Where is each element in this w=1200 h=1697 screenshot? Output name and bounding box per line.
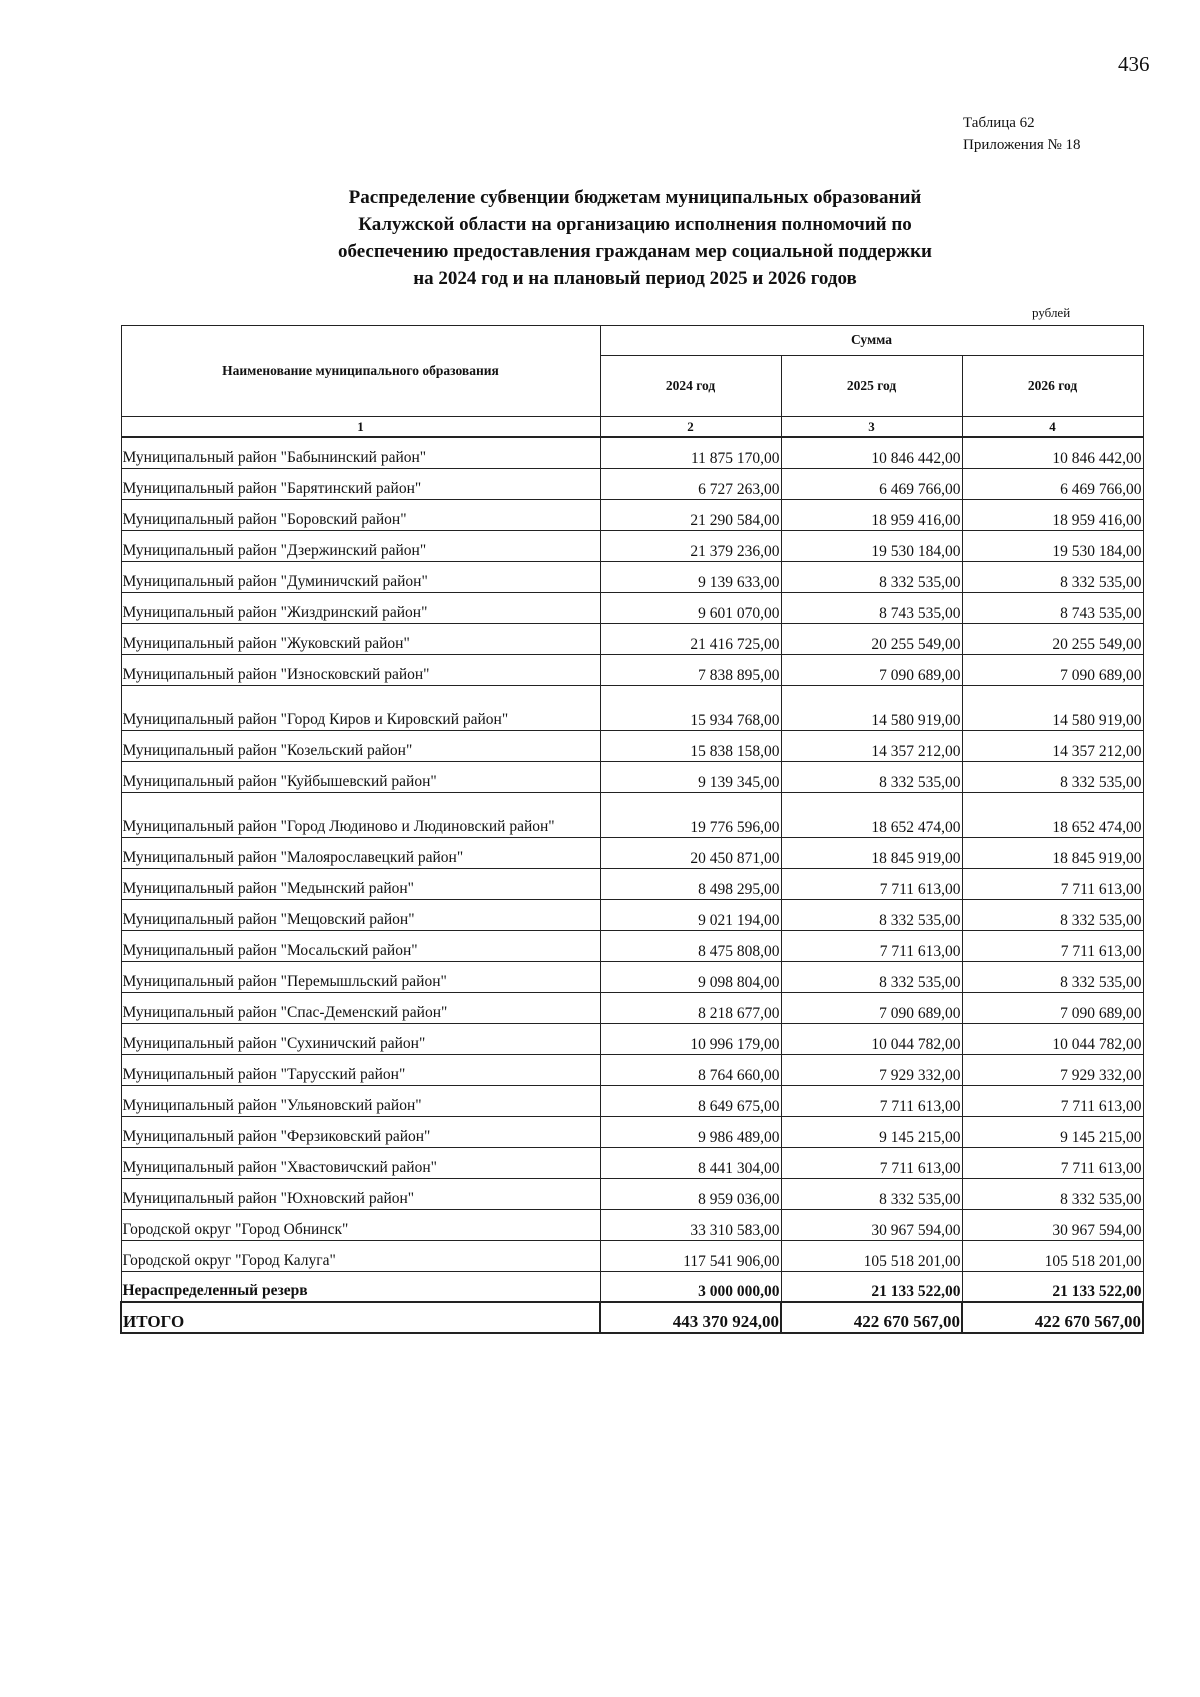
amount-2025: 422 670 567,00 xyxy=(781,1302,962,1333)
amount-2024: 15 934 768,00 xyxy=(600,685,781,730)
amount-2026: 20 255 549,00 xyxy=(962,623,1143,654)
amount-2026: 8 332 535,00 xyxy=(962,961,1143,992)
amount-2025: 7 090 689,00 xyxy=(781,992,962,1023)
table-row xyxy=(121,623,1143,654)
title-line-4: на 2024 год и на плановый период 2025 и 2026 годов xyxy=(413,268,857,289)
reserve-row xyxy=(121,1271,1143,1302)
amount-2025: 10 044 782,00 xyxy=(781,1023,962,1054)
amount-2025: 8 743 535,00 xyxy=(781,592,962,623)
table-row xyxy=(121,1023,1143,1054)
column-index: 4 xyxy=(962,417,1143,438)
table-row xyxy=(121,1085,1143,1116)
municipality-name: Муниципальный район "Износковский район" xyxy=(121,654,600,685)
table-number: Таблица 62 xyxy=(963,115,1035,131)
amount-2026: 18 652 474,00 xyxy=(962,792,1143,837)
amount-2026: 7 090 689,00 xyxy=(962,992,1143,1023)
municipality-name: Муниципальный район "Бабынинский район" xyxy=(121,437,600,468)
municipality-name: Муниципальный район "Город Киров и Кировский район" xyxy=(121,685,600,730)
amount-2025: 7 929 332,00 xyxy=(781,1054,962,1085)
amount-2024: 9 986 489,00 xyxy=(600,1116,781,1147)
amount-2025: 14 580 919,00 xyxy=(781,685,962,730)
amount-2026: 8 332 535,00 xyxy=(962,1178,1143,1209)
amount-2024: 8 764 660,00 xyxy=(600,1054,781,1085)
amount-2026: 7 090 689,00 xyxy=(962,654,1143,685)
column-index: 1 xyxy=(121,417,600,438)
amount-2026: 8 332 535,00 xyxy=(962,761,1143,792)
table-row xyxy=(121,1054,1143,1085)
table-row xyxy=(121,1209,1143,1240)
amount-2024: 19 776 596,00 xyxy=(600,792,781,837)
appendix-number: Приложения № 18 xyxy=(963,137,1081,153)
header-year-2026: 2026 год xyxy=(962,355,1143,416)
municipality-name: Городской округ "Город Обнинск" xyxy=(121,1209,600,1240)
amount-2024: 15 838 158,00 xyxy=(600,730,781,761)
municipality-name: ИТОГО xyxy=(121,1302,600,1333)
amount-2025: 7 711 613,00 xyxy=(781,868,962,899)
amount-2025: 18 959 416,00 xyxy=(781,499,962,530)
title-line-3: обеспечению предоставления гражданам мер социальной поддержки xyxy=(338,241,932,262)
municipality-name: Муниципальный район "Ферзиковский район" xyxy=(121,1116,600,1147)
amount-2026: 21 133 522,00 xyxy=(962,1271,1143,1302)
amount-2026: 7 711 613,00 xyxy=(962,930,1143,961)
amount-2026: 8 332 535,00 xyxy=(962,899,1143,930)
table-row xyxy=(121,992,1143,1023)
amount-2026: 7 711 613,00 xyxy=(962,1147,1143,1178)
amount-2024: 11 875 170,00 xyxy=(600,437,781,468)
municipality-name: Муниципальный район "Козельский район" xyxy=(121,730,600,761)
amount-2026: 18 845 919,00 xyxy=(962,837,1143,868)
header-year-2024: 2024 год xyxy=(600,355,781,416)
municipality-name: Городской округ "Город Калуга" xyxy=(121,1240,600,1271)
municipality-name: Муниципальный район "Дзержинский район" xyxy=(121,530,600,561)
amount-2025: 9 145 215,00 xyxy=(781,1116,962,1147)
table-row xyxy=(121,1178,1143,1209)
amount-2024: 9 021 194,00 xyxy=(600,899,781,930)
amount-2025: 18 845 919,00 xyxy=(781,837,962,868)
amount-2025: 8 332 535,00 xyxy=(781,561,962,592)
page-number: 436 xyxy=(1118,52,1150,76)
amount-2024: 20 450 871,00 xyxy=(600,837,781,868)
amount-2025: 20 255 549,00 xyxy=(781,623,962,654)
amount-2025: 7 711 613,00 xyxy=(781,1147,962,1178)
amount-2024: 21 416 725,00 xyxy=(600,623,781,654)
amount-2026: 7 711 613,00 xyxy=(962,1085,1143,1116)
table-row xyxy=(121,792,1143,837)
amount-2024: 8 475 808,00 xyxy=(600,930,781,961)
title-line-1: Распределение субвенции бюджетам муниципальных образований xyxy=(348,187,922,208)
amount-2024: 33 310 583,00 xyxy=(600,1209,781,1240)
table-row xyxy=(121,930,1143,961)
table-row xyxy=(121,761,1143,792)
municipality-name: Муниципальный район "Медынский район" xyxy=(121,868,600,899)
units-label: рублей xyxy=(1032,305,1071,320)
column-index: 2 xyxy=(600,417,781,438)
amount-2025: 21 133 522,00 xyxy=(781,1271,962,1302)
amount-2024: 8 441 304,00 xyxy=(600,1147,781,1178)
total-row xyxy=(121,1302,1143,1333)
table-row xyxy=(121,1147,1143,1178)
amount-2025: 14 357 212,00 xyxy=(781,730,962,761)
amount-2024: 8 649 675,00 xyxy=(600,1085,781,1116)
amount-2026: 8 743 535,00 xyxy=(962,592,1143,623)
amount-2026: 10 846 442,00 xyxy=(962,437,1143,468)
amount-2024: 7 838 895,00 xyxy=(600,654,781,685)
municipality-name: Муниципальный район "Мосальский район" xyxy=(121,930,600,961)
amount-2025: 10 846 442,00 xyxy=(781,437,962,468)
municipality-name: Муниципальный район "Малоярославецкий район" xyxy=(121,837,600,868)
municipality-name: Муниципальный район "Перемышльский район" xyxy=(121,961,600,992)
municipality-name: Муниципальный район "Жиздринский район" xyxy=(121,592,600,623)
table-row xyxy=(121,730,1143,761)
table-reference xyxy=(963,112,1081,156)
amount-2025: 105 518 201,00 xyxy=(781,1240,962,1271)
amount-2026: 105 518 201,00 xyxy=(962,1240,1143,1271)
amount-2024: 9 098 804,00 xyxy=(600,961,781,992)
table-row xyxy=(121,592,1143,623)
header-sum: Сумма xyxy=(600,326,1143,356)
amount-2025: 8 332 535,00 xyxy=(781,761,962,792)
table-row xyxy=(121,837,1143,868)
table-body xyxy=(121,437,1143,1333)
municipality-name: Муниципальный район "Жуковский район" xyxy=(121,623,600,654)
amount-2026: 14 357 212,00 xyxy=(962,730,1143,761)
amount-2024: 8 218 677,00 xyxy=(600,992,781,1023)
amount-2026: 8 332 535,00 xyxy=(962,561,1143,592)
municipality-name: Муниципальный район "Сухиничский район" xyxy=(121,1023,600,1054)
table-row xyxy=(121,499,1143,530)
municipality-name: Муниципальный район "Город Людиново и Людиновский район" xyxy=(121,792,600,837)
document-title xyxy=(222,184,1048,292)
municipality-name: Муниципальный район "Барятинский район" xyxy=(121,468,600,499)
table-row xyxy=(121,530,1143,561)
subvention-table xyxy=(120,325,1144,1334)
table-row xyxy=(121,961,1143,992)
amount-2025: 8 332 535,00 xyxy=(781,961,962,992)
municipality-name: Муниципальный район "Тарусский район" xyxy=(121,1054,600,1085)
amount-2024: 8 959 036,00 xyxy=(600,1178,781,1209)
amount-2024: 8 498 295,00 xyxy=(600,868,781,899)
municipality-name: Муниципальный район "Юхновский район" xyxy=(121,1178,600,1209)
amount-2026: 10 044 782,00 xyxy=(962,1023,1143,1054)
column-index: 3 xyxy=(781,417,962,438)
amount-2024: 9 139 345,00 xyxy=(600,761,781,792)
amount-2025: 6 469 766,00 xyxy=(781,468,962,499)
table-row xyxy=(121,437,1143,468)
table-row xyxy=(121,1116,1143,1147)
municipality-name: Муниципальный район "Ульяновский район" xyxy=(121,1085,600,1116)
amount-2025: 7 090 689,00 xyxy=(781,654,962,685)
amount-2024: 117 541 906,00 xyxy=(600,1240,781,1271)
municipality-name: Муниципальный район "Мещовский район" xyxy=(121,899,600,930)
header-municipality: Наименование муниципального образования xyxy=(121,326,600,417)
amount-2024: 6 727 263,00 xyxy=(600,468,781,499)
amount-2026: 14 580 919,00 xyxy=(962,685,1143,730)
table-row xyxy=(121,1240,1143,1271)
municipality-name: Муниципальный район "Боровский район" xyxy=(121,499,600,530)
amount-2025: 7 711 613,00 xyxy=(781,930,962,961)
amount-2024: 3 000 000,00 xyxy=(600,1271,781,1302)
amount-2025: 19 530 184,00 xyxy=(781,530,962,561)
amount-2026: 422 670 567,00 xyxy=(962,1302,1143,1333)
table-row xyxy=(121,685,1143,730)
table-row xyxy=(121,561,1143,592)
amount-2025: 30 967 594,00 xyxy=(781,1209,962,1240)
amount-2026: 7 929 332,00 xyxy=(962,1054,1143,1085)
municipality-name: Муниципальный район "Куйбышевский район" xyxy=(121,761,600,792)
municipality-name: Муниципальный район "Спас-Деменский район" xyxy=(121,992,600,1023)
header-year-2025: 2025 год xyxy=(781,355,962,416)
title-line-2: Калужской области на организацию исполнения полномочий по xyxy=(358,214,912,235)
amount-2024: 21 379 236,00 xyxy=(600,530,781,561)
amount-2026: 30 967 594,00 xyxy=(962,1209,1143,1240)
amount-2026: 9 145 215,00 xyxy=(962,1116,1143,1147)
municipality-name: Муниципальный район "Хвастовичский район" xyxy=(121,1147,600,1178)
table-row xyxy=(121,868,1143,899)
amount-2024: 21 290 584,00 xyxy=(600,499,781,530)
amount-2025: 7 711 613,00 xyxy=(781,1085,962,1116)
amount-2025: 8 332 535,00 xyxy=(781,1178,962,1209)
amount-2026: 7 711 613,00 xyxy=(962,868,1143,899)
amount-2025: 8 332 535,00 xyxy=(781,899,962,930)
amount-2024: 9 139 633,00 xyxy=(600,561,781,592)
municipality-name: Нераспределенный резерв xyxy=(121,1271,600,1302)
amount-2026: 19 530 184,00 xyxy=(962,530,1143,561)
amount-2026: 6 469 766,00 xyxy=(962,468,1143,499)
amount-2024: 443 370 924,00 xyxy=(600,1302,781,1333)
amount-2024: 9 601 070,00 xyxy=(600,592,781,623)
table-row xyxy=(121,654,1143,685)
amount-2025: 18 652 474,00 xyxy=(781,792,962,837)
amount-2024: 10 996 179,00 xyxy=(600,1023,781,1054)
table-row xyxy=(121,468,1143,499)
amount-2026: 18 959 416,00 xyxy=(962,499,1143,530)
table-row xyxy=(121,899,1143,930)
municipality-name: Муниципальный район "Думиничский район" xyxy=(121,561,600,592)
